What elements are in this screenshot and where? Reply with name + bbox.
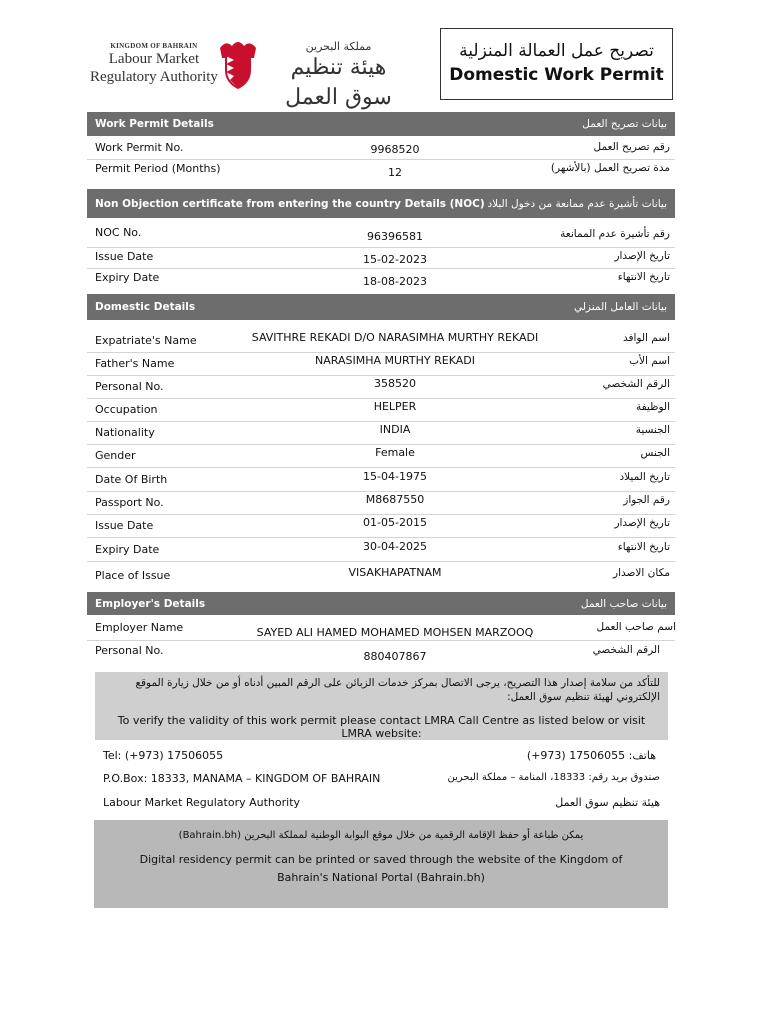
section-title: Work Permit Details <box>95 118 214 130</box>
divider <box>87 561 675 562</box>
portal-text-ar: يمكن طباعة أو حفظ الإقامة الرقمية من خلال موقع البوابة الوطنية لمملكة البحرين (Bahrain.bh) <box>178 830 584 841</box>
kingdom-label: KINGDOM OF BAHRAIN <box>110 42 198 50</box>
contact-phone: Tel: (+973) 17506055 <box>103 749 224 762</box>
field-label: Issue Date <box>95 519 154 532</box>
field-label: Passport No. <box>95 496 164 509</box>
field-label-ar: رقم تصريح العمل <box>593 141 670 153</box>
field-label-ar: اسم الأب <box>629 355 670 367</box>
field-label: Personal No. <box>95 644 164 657</box>
field-label: Father's Name <box>95 357 175 370</box>
divider <box>87 467 675 468</box>
noc-expiry-date: 18-08-2023 <box>363 275 427 288</box>
field-label-ar: الرقم الشخصي <box>592 644 660 656</box>
divider <box>87 444 675 445</box>
place-of-issue: VISAKHAPATNAM <box>348 566 442 579</box>
divider <box>87 159 675 160</box>
father-name: NARASIMHA MURTHY REKADI <box>315 354 475 367</box>
section-title-ar: بيانات تصريح العمل <box>582 118 667 130</box>
field-label: Issue Date <box>95 250 154 263</box>
noc-issue-date: 15-02-2023 <box>363 253 427 266</box>
date-of-birth: 15-04-1975 <box>363 470 427 483</box>
divider <box>87 375 675 376</box>
divider <box>87 398 675 399</box>
divider <box>87 514 675 515</box>
document-title-ar: تصريح عمل العمالة المنزلية <box>459 41 654 61</box>
section-title: Employer's Details <box>95 597 206 610</box>
authority-label-ar: هيئة تنظيم سوق العمل <box>285 55 392 110</box>
bahrain-crest-icon <box>216 38 260 90</box>
field-label: Work Permit No. <box>95 141 184 154</box>
section-bar-domestic <box>87 294 675 320</box>
verification-notice <box>95 672 668 740</box>
divider <box>87 537 675 538</box>
section-bar-noc <box>87 189 675 218</box>
section-bar-employer <box>87 592 675 615</box>
noc-number: 96396581 <box>367 230 423 243</box>
field-label: Place of Issue <box>95 569 171 582</box>
section-title: Domestic Details <box>95 301 196 313</box>
field-label: Gender <box>95 449 136 462</box>
section-title-ar: بيانات صاحب العمل <box>580 597 667 610</box>
field-label: Employer Name <box>95 621 184 634</box>
section-bar-work-permit <box>87 112 675 136</box>
personal-number: 358520 <box>374 377 416 390</box>
contact-pobox-ar: صندوق بريد رقم: 18333، المنامة – مملكة البحرين <box>447 772 660 783</box>
field-label-ar: تاريخ الإصدار <box>614 250 670 262</box>
field-label: Expatriate's Name <box>95 334 197 347</box>
work-permit-number: 9968520 <box>370 143 420 156</box>
contact-phone-ar: هاتف: 17506055 (973+) <box>526 749 656 762</box>
field-label: Occupation <box>95 403 158 416</box>
employer-name: SAYED ALI HAMED MOHAMED MOHSEN MARZOOQ <box>256 626 534 639</box>
field-label-ar: تاريخ الانتهاء <box>617 271 670 283</box>
expatriate-name: SAVITHRE REKADI D/O NARASIMHA MURTHY REKADI <box>251 331 539 344</box>
document-title: Domestic Work Permit <box>449 65 664 85</box>
occupation: HELPER <box>373 400 417 413</box>
field-label-ar: تاريخ الإصدار <box>614 517 670 529</box>
kingdom-label-ar: مملكة البحرين <box>305 40 372 53</box>
contact-organization-ar: هيئة تنظيم سوق العمل <box>555 796 660 809</box>
field-label-ar: الوظيفة <box>635 401 670 413</box>
nationality: INDIA <box>379 423 411 436</box>
portal-text: Digital residency permit can be printed or saved through the website of the Kingdom of Bahrain's National Portal (Bahrain.bh) <box>139 853 623 884</box>
section-title-ar: بيانات العامل المنزلي <box>573 301 667 313</box>
field-label-ar: رقم تأشيرة عدم الممانعة <box>560 228 670 240</box>
contact-organization: Labour Market Regulatory Authority <box>103 796 301 809</box>
field-label-ar: تاريخ الانتهاء <box>617 541 670 553</box>
field-label: Expiry Date <box>95 543 160 556</box>
verification-text-ar: للتأكد من سلامة إصدار هذا التصريح، يرجى الاتصال بمركز خدمات الزبائن على الرقم المبين أدناه أو من خلال زيارة الموقع الإلكتروني لهيئة تنظيم سوق العمل: <box>135 677 660 703</box>
field-label-ar: رقم الجواز <box>623 494 670 506</box>
field-label-ar: اسم الوافد <box>622 332 670 344</box>
divider <box>87 421 675 422</box>
passport-expiry-date: 30-04-2025 <box>363 540 427 553</box>
field-label-ar: مدة تصريح العمل (بالأشهر) <box>550 162 670 174</box>
digital-residency-notice <box>94 820 668 908</box>
field-label-ar: مكان الاصدار <box>613 567 670 579</box>
lmra-logo-arabic <box>266 40 411 113</box>
permit-period: 12 <box>388 166 402 179</box>
lmra-logo-english <box>90 42 218 86</box>
gender: Female <box>375 446 415 459</box>
field-label: Personal No. <box>95 380 164 393</box>
field-label: NOC No. <box>95 226 142 239</box>
field-label: Nationality <box>95 426 155 439</box>
document-title-box <box>440 28 673 100</box>
field-label-ar: الرقم الشخصي <box>602 378 670 390</box>
field-label-ar: اسم صاحب العمل <box>596 621 676 633</box>
contact-pobox: P.O.Box: 18333, MANAMA – KINGDOM OF BAHRAIN <box>103 772 381 785</box>
field-label-ar: الجنسية <box>635 424 670 436</box>
field-label-ar: تاريخ الميلاد <box>619 471 670 483</box>
field-label: Date Of Birth <box>95 473 168 486</box>
passport-number: M8687550 <box>365 493 425 506</box>
passport-issue-date: 01-05-2015 <box>363 516 427 529</box>
field-label-ar: الجنس <box>640 447 670 459</box>
divider <box>87 247 675 248</box>
divider <box>87 640 675 641</box>
field-label: Expiry Date <box>95 271 160 284</box>
divider <box>87 268 675 269</box>
section-title-ar: بيانات تأشيرة عدم ممانعة من دخول البلاد <box>487 197 667 210</box>
section-title: Non Objection certificate from entering the country Details (NOC) <box>95 197 485 210</box>
authority-line-2: Regulatory Authority <box>90 69 218 85</box>
field-label: Permit Period (Months) <box>95 162 221 175</box>
verification-text: To verify the validity of this work permit please contact LMRA Call Centre as listed below or visit LMRA website: <box>117 714 646 740</box>
divider <box>87 352 675 353</box>
divider <box>87 491 675 492</box>
employer-personal-number: 880407867 <box>363 650 427 663</box>
authority-line-1: Labour Market <box>108 51 200 67</box>
